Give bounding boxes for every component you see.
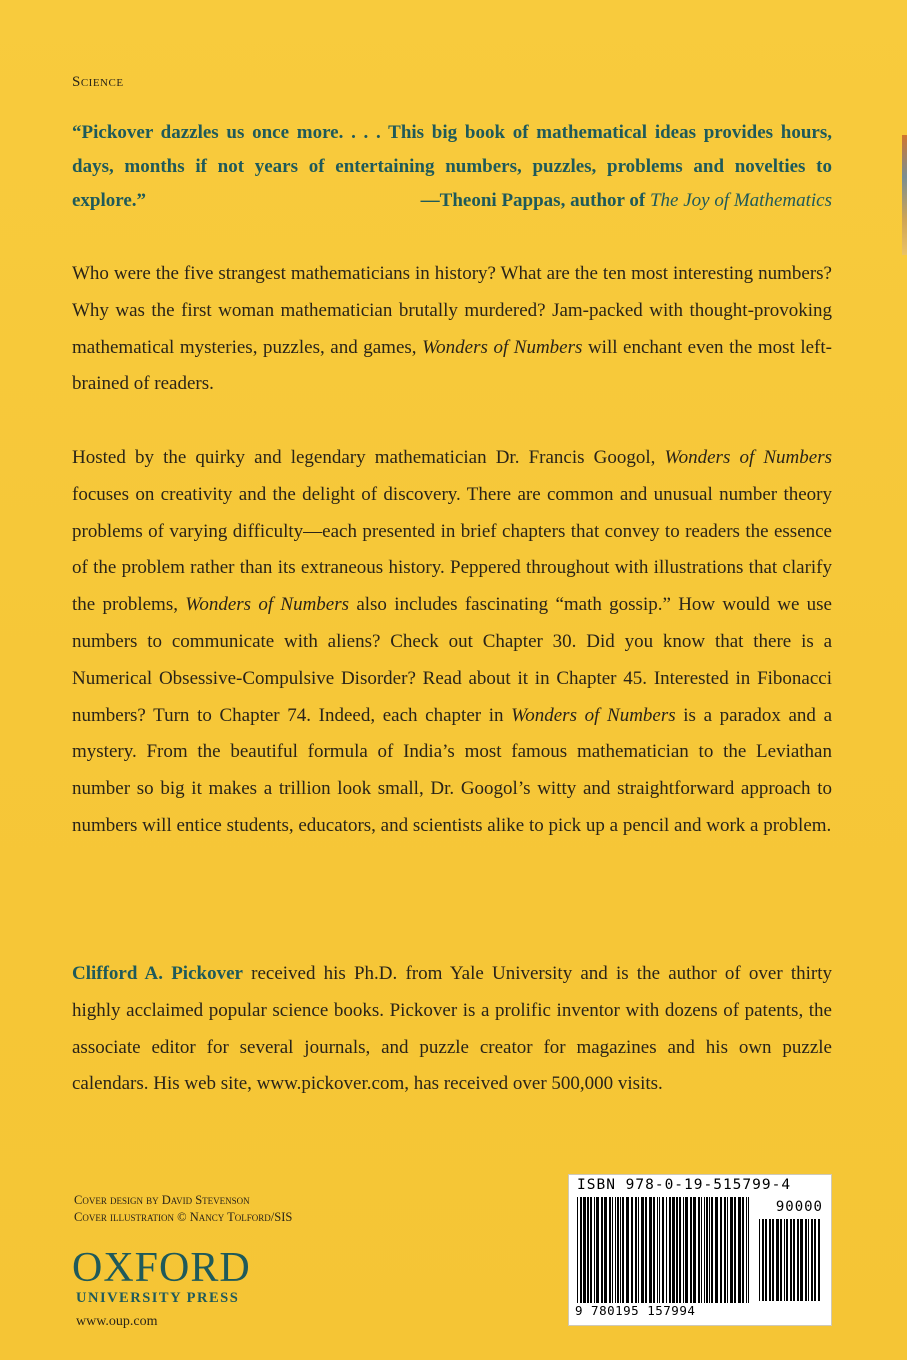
author-bio: [72, 956, 832, 1103]
barcode-bar: [672, 1197, 675, 1303]
addon-barcode-bars: [757, 1219, 823, 1305]
barcode-bar: [715, 1197, 718, 1303]
barcode-bar: [769, 1219, 771, 1301]
barcode-bar: [604, 1197, 607, 1303]
p2-title-c: Wonders of Numbers: [511, 704, 676, 726]
barcode-bar: [701, 1197, 702, 1303]
barcode-bar: [784, 1219, 785, 1301]
blurb-quote: [72, 116, 832, 218]
barcode-bar: [653, 1197, 655, 1303]
publisher-subtitle: UNIVERSITY PRESS: [76, 1290, 240, 1306]
cover-credits: [74, 1192, 292, 1226]
barcode-bar: [734, 1197, 736, 1303]
barcode-digits: 9 780195 157994: [575, 1303, 696, 1318]
barcode-bar: [662, 1197, 664, 1303]
barcode-bar: [730, 1197, 733, 1303]
attribution-book-title: The Joy of Mathematics: [649, 190, 832, 211]
barcode-bar: [738, 1197, 741, 1303]
barcode-bar: [748, 1197, 749, 1303]
barcode-bar: [657, 1197, 658, 1303]
barcode-bar: [659, 1197, 660, 1303]
barcode-bar: [797, 1219, 799, 1301]
barcode-bars: [575, 1197, 753, 1307]
author-bio-text: received his Ph.D. from Yale University and is the author of over thirty highly acclaimed popular science books. Pickover is a prolific inventor with dozens of patents, the associate editor for several journals, and puzzle creator for magazines and his own puzzle calendars. His web site, www.pickover.com, has received over 500,000 visits.: [72, 963, 832, 1095]
barcode-bar: [641, 1197, 644, 1303]
spine-edge: [902, 135, 907, 255]
barcode-bar: [631, 1197, 633, 1303]
barcode-bar: [811, 1219, 813, 1301]
publisher-website: www.oup.com: [76, 1314, 158, 1329]
publisher-logo: OXFORD: [72, 1245, 251, 1291]
p2-text-c: also includes fascinating “math gossip.” How would we use numbers to communicate with aliens? Check out Chapter 30. Did you know that there is a Numerical Obsessive-Compulsive Disorder? Read about it in Chapter 45. Interested in Fibonacci numbers? Turn to Chapter 74. Indeed, each chapter in: [72, 594, 832, 726]
barcode-bar: [577, 1197, 578, 1303]
barcode-bar: [776, 1219, 779, 1301]
price-code: 90000: [775, 1199, 823, 1215]
barcode-bar: [645, 1197, 647, 1303]
barcode-bar: [666, 1197, 667, 1303]
barcode-bar: [772, 1219, 774, 1301]
cover-illustration-credit: Cover illustration © Nancy Tolford/SIS: [74, 1210, 293, 1224]
barcode-bar: [690, 1197, 692, 1303]
barcode-bar: [622, 1197, 624, 1303]
barcode-bar: [638, 1197, 639, 1303]
barcode-bar: [800, 1219, 803, 1301]
barcode-bar: [706, 1197, 708, 1303]
barcode-bar: [583, 1197, 586, 1303]
cover-design-credit: Cover design by David Stevenson: [74, 1193, 250, 1207]
barcode-bar: [742, 1197, 744, 1303]
barcode-bar: [765, 1219, 767, 1301]
barcode-bar: [596, 1197, 599, 1303]
barcode-bar: [669, 1197, 671, 1303]
barcode-bar: [808, 1219, 809, 1301]
barcode-bar: [746, 1197, 747, 1303]
barcode-bar: [620, 1197, 621, 1303]
barcode-bar: [590, 1197, 592, 1303]
barcode-bar: [615, 1197, 616, 1303]
barcode-bar: [683, 1197, 684, 1303]
barcode-bar: [790, 1219, 792, 1301]
barcode-bar: [762, 1219, 764, 1301]
barcode-bar: [612, 1197, 613, 1303]
description-paragraph-1: [72, 256, 832, 403]
barcode-bar: [814, 1219, 816, 1301]
barcode-bar: [617, 1197, 619, 1303]
isbn-barcode: [568, 1174, 832, 1326]
p2-text-d: is a paradox and a mystery. From the beautiful formula of India’s most famous mathematician to the Leviathan number so big it makes a trillion look small, Dr. Googol’s witty and straightforward approach to numbers will entice students, educators, and scientists alike to pick up a pencil and work a problem.: [72, 704, 833, 836]
barcode-bar: [698, 1197, 700, 1303]
quote-text: “Pickover dazzles us once more. . . . This big book of mathematical ideas provides hours, days, months if not years of entertaining numbers, puzzles, problems and novelties to explore.”: [72, 122, 832, 211]
barcode-bar: [759, 1219, 760, 1301]
p1-text-b: will enchant even the most left-brained of readers.: [72, 336, 832, 395]
barcode-bar: [676, 1197, 678, 1303]
barcode-bar: [649, 1197, 652, 1303]
barcode-bar: [587, 1197, 589, 1303]
barcode-bar: [626, 1197, 629, 1303]
quote-attribution: [421, 184, 832, 218]
isbn-number: ISBN 978-0-19-515799-4: [577, 1177, 792, 1193]
description-paragraph-2: [72, 440, 832, 845]
barcode-bar: [720, 1197, 722, 1303]
p2-title-a: Wonders of Numbers: [664, 447, 832, 468]
barcode-bar: [711, 1197, 713, 1303]
barcode-bar: [780, 1219, 782, 1301]
barcode-bar: [594, 1197, 595, 1303]
p2-text-b: focuses on creativity and the delight of discovery. There are common and unusual number theory problems of varying difficulty—each presented in brief chapters that convey to readers the essence of the problem rather than its extraneous history. Peppered throughout with illustrations that clarify the problems,: [72, 483, 832, 616]
barcode-bar: [709, 1197, 710, 1303]
barcode-bar: [679, 1197, 681, 1303]
barcode-bar: [704, 1197, 705, 1303]
attribution-prefix: —Theoni Pappas, author of: [420, 190, 650, 211]
p1-title: Wonders of Numbers: [422, 336, 583, 358]
category-label: Science: [72, 74, 124, 90]
p1-text-a: Who were the five strangest mathematicians in history? What are the ten most interesting numbers? Why was the first woman mathematician brutally murdered? Jam-packed with thought-provoking mathematical mysteries, puzzles, and games,: [72, 263, 832, 358]
barcode-bar: [609, 1197, 611, 1303]
barcode-bar: [580, 1197, 582, 1303]
barcode-bar: [786, 1219, 788, 1301]
barcode-bar: [635, 1197, 637, 1303]
barcode-bar: [805, 1219, 807, 1301]
barcode-bar: [724, 1197, 726, 1303]
p2-text-a: Hosted by the quirky and legendary mathematician Dr. Francis Googol,: [72, 447, 665, 468]
barcode-bar: [693, 1197, 696, 1303]
barcode-bar: [601, 1197, 603, 1303]
barcode-bar: [793, 1219, 795, 1301]
barcode-bar: [685, 1197, 688, 1303]
p2-title-b: Wonders of Numbers: [185, 594, 350, 616]
barcode-bar: [727, 1197, 728, 1303]
author-name: Clifford A. Pickover: [72, 963, 243, 984]
barcode-bar: [818, 1219, 820, 1301]
